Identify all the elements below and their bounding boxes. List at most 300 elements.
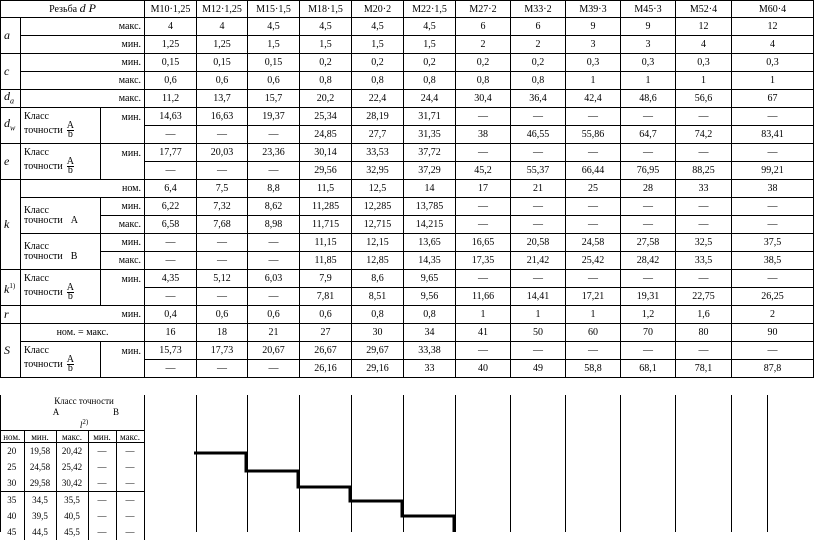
value-cell: — bbox=[566, 270, 621, 288]
value-cell: 99,21 bbox=[732, 162, 814, 180]
value-cell: 1,5 bbox=[352, 36, 404, 54]
value-cell: — bbox=[566, 108, 621, 126]
value-cell: 21,42 bbox=[511, 252, 566, 270]
value-cell: — bbox=[197, 234, 248, 252]
class-letter: B bbox=[113, 406, 120, 417]
value-cell: — bbox=[732, 216, 814, 234]
value-cell: — bbox=[511, 144, 566, 162]
value-cell: 0,3 bbox=[566, 54, 621, 72]
value-cell: 15,7 bbox=[248, 90, 300, 108]
class-cell bbox=[21, 198, 101, 234]
value-cell: 20,03 bbox=[197, 144, 248, 162]
value-cell: 33 bbox=[404, 360, 456, 378]
value-cell: 16 bbox=[145, 324, 197, 342]
class-word: Класс bbox=[24, 147, 49, 158]
row-c-min bbox=[1, 54, 814, 72]
length-cell: — bbox=[116, 524, 144, 540]
fraction-top: A bbox=[66, 282, 75, 293]
bound-label: макс. bbox=[118, 93, 142, 104]
param-footnote: 1) bbox=[9, 281, 16, 290]
value-cell: 0,2 bbox=[300, 54, 352, 72]
param-symbol: d bbox=[4, 115, 10, 130]
class-cell bbox=[21, 234, 101, 270]
value-cell: — bbox=[566, 216, 621, 234]
value-cell: 11,285 bbox=[300, 198, 352, 216]
value-cell: 0,6 bbox=[197, 72, 248, 90]
value-cell: 0,2 bbox=[404, 54, 456, 72]
value-cell: 31,71 bbox=[404, 108, 456, 126]
value-cell: 26,25 bbox=[732, 288, 814, 306]
param-cell bbox=[1, 306, 21, 324]
length-cell: — bbox=[116, 443, 144, 460]
length-header: ном. bbox=[0, 431, 24, 443]
thread-header bbox=[1, 1, 145, 18]
value-cell: 1 bbox=[676, 72, 732, 90]
dp-label: d P bbox=[79, 1, 96, 15]
value-cell: 33,5 bbox=[676, 252, 732, 270]
value-cell: 22,75 bbox=[676, 288, 732, 306]
value-cell: — bbox=[511, 270, 566, 288]
value-cell: 15,73 bbox=[145, 342, 197, 360]
thread-size-header: M33·2 bbox=[511, 1, 566, 18]
length-cell: 24,58 bbox=[24, 459, 56, 475]
row-label bbox=[21, 306, 145, 324]
value-cell: 1 bbox=[621, 72, 676, 90]
value-cell: 20,67 bbox=[248, 342, 300, 360]
row-label bbox=[21, 54, 145, 72]
value-cell: 0,2 bbox=[456, 54, 511, 72]
value-cell: 33,53 bbox=[352, 144, 404, 162]
value-cell: 18 bbox=[197, 324, 248, 342]
value-cell: — bbox=[197, 288, 248, 306]
value-cell: — bbox=[621, 198, 676, 216]
value-cell: 58,8 bbox=[566, 360, 621, 378]
bound-label: ном. = макс. bbox=[56, 327, 109, 338]
param-symbol: l bbox=[79, 420, 83, 430]
param-cell bbox=[1, 144, 21, 180]
value-cell: 23,36 bbox=[248, 144, 300, 162]
value-cell: — bbox=[511, 198, 566, 216]
class-letter: B bbox=[70, 250, 78, 262]
value-cell: 8,8 bbox=[248, 180, 300, 198]
value-cell: 1,2 bbox=[621, 306, 676, 324]
value-cell: 1,5 bbox=[300, 36, 352, 54]
value-cell: 0,8 bbox=[404, 72, 456, 90]
row-da bbox=[1, 90, 814, 108]
value-cell: 38 bbox=[456, 126, 511, 144]
class-letter: A bbox=[52, 406, 60, 417]
value-cell: 68,1 bbox=[621, 360, 676, 378]
value-cell: 1,6 bbox=[676, 306, 732, 324]
row-label bbox=[21, 18, 145, 36]
value-cell: 83,41 bbox=[732, 126, 814, 144]
value-cell: 0,8 bbox=[352, 72, 404, 90]
value-cell: 55,37 bbox=[511, 162, 566, 180]
value-cell: 78,1 bbox=[676, 360, 732, 378]
length-cell: 35 bbox=[0, 492, 24, 509]
class-label bbox=[21, 274, 100, 301]
value-cell: 17,77 bbox=[145, 144, 197, 162]
class-label bbox=[21, 112, 100, 139]
param-cell bbox=[1, 54, 21, 90]
value-cell: — bbox=[732, 270, 814, 288]
value-cell: 1 bbox=[732, 72, 814, 90]
value-cell: 31,35 bbox=[404, 126, 456, 144]
value-cell: 88,25 bbox=[676, 162, 732, 180]
value-cell: — bbox=[732, 342, 814, 360]
value-cell: 21 bbox=[511, 180, 566, 198]
length-cell: 45 bbox=[0, 524, 24, 540]
value-cell: 24,58 bbox=[566, 234, 621, 252]
value-cell: 0,3 bbox=[676, 54, 732, 72]
class-label bbox=[21, 206, 100, 226]
length-cell: — bbox=[88, 475, 116, 492]
value-cell: — bbox=[145, 162, 197, 180]
value-cell: 26,67 bbox=[300, 342, 352, 360]
value-cell: — bbox=[248, 360, 300, 378]
length-cell: — bbox=[88, 459, 116, 475]
value-cell: 7,68 bbox=[197, 216, 248, 234]
bound-label: мин. bbox=[121, 201, 142, 212]
accuracy-word: точности bbox=[24, 286, 63, 298]
value-cell: 25,34 bbox=[300, 108, 352, 126]
value-cell: 8,51 bbox=[352, 288, 404, 306]
value-cell: 16,65 bbox=[456, 234, 511, 252]
value-cell: 11,15 bbox=[300, 234, 352, 252]
value-cell: — bbox=[566, 342, 621, 360]
value-cell: — bbox=[566, 198, 621, 216]
value-cell: 6 bbox=[456, 18, 511, 36]
fraction-bottom: b bbox=[67, 165, 73, 176]
value-cell: 22,4 bbox=[352, 90, 404, 108]
length-cell: — bbox=[116, 508, 144, 524]
value-cell: 0,8 bbox=[404, 306, 456, 324]
row-label bbox=[101, 252, 145, 270]
bound-label: мин. bbox=[121, 57, 142, 68]
value-cell: 1,5 bbox=[404, 36, 456, 54]
value-cell: 0,6 bbox=[300, 306, 352, 324]
value-cell: 4 bbox=[197, 18, 248, 36]
value-cell: 0,3 bbox=[621, 54, 676, 72]
value-cell: 80 bbox=[676, 324, 732, 342]
value-cell: 28 bbox=[621, 180, 676, 198]
value-cell: — bbox=[732, 108, 814, 126]
bound-label: мин. bbox=[121, 274, 142, 285]
row-c_max bbox=[1, 72, 814, 90]
value-cell: — bbox=[248, 288, 300, 306]
class-label bbox=[21, 148, 100, 175]
value-cell: — bbox=[566, 144, 621, 162]
value-cell: 9 bbox=[566, 18, 621, 36]
row-k-A-min bbox=[1, 198, 814, 216]
bound-label: мин. bbox=[121, 237, 142, 248]
value-cell: 1 bbox=[566, 72, 621, 90]
value-cell: 0,6 bbox=[248, 306, 300, 324]
row-label bbox=[21, 324, 145, 342]
class-word: Класс bbox=[24, 345, 49, 356]
value-cell: 12,715 bbox=[352, 216, 404, 234]
accuracy-word: точности bbox=[24, 250, 63, 262]
length-cell: — bbox=[88, 524, 116, 540]
param-cell bbox=[1, 108, 21, 144]
value-cell: 12 bbox=[676, 18, 732, 36]
fraction-bottom: b bbox=[67, 129, 73, 140]
value-cell: 13,785 bbox=[404, 198, 456, 216]
length-cell: 39,5 bbox=[24, 508, 56, 524]
value-cell: 1,25 bbox=[197, 36, 248, 54]
row-label bbox=[21, 36, 145, 54]
row-label bbox=[101, 108, 145, 144]
value-cell: 1 bbox=[566, 306, 621, 324]
value-cell: 25 bbox=[566, 180, 621, 198]
value-cell: 11,5 bbox=[300, 180, 352, 198]
value-cell: 29,16 bbox=[352, 360, 404, 378]
value-cell: 37,29 bbox=[404, 162, 456, 180]
value-cell: 29,56 bbox=[300, 162, 352, 180]
length-cell: 25 bbox=[0, 459, 24, 475]
value-cell: 12,285 bbox=[352, 198, 404, 216]
param-cell bbox=[1, 90, 21, 108]
value-cell: 2 bbox=[456, 36, 511, 54]
bound-label: мин. bbox=[121, 346, 142, 357]
value-cell: 14,41 bbox=[511, 288, 566, 306]
value-cell: — bbox=[621, 270, 676, 288]
class-fraction bbox=[67, 356, 74, 373]
length-cell: — bbox=[88, 508, 116, 524]
value-cell: 37,72 bbox=[404, 144, 456, 162]
value-cell: 4,5 bbox=[404, 18, 456, 36]
value-cell: 0,6 bbox=[145, 72, 197, 90]
value-cell: 21 bbox=[248, 324, 300, 342]
thread-size-header: M20·2 bbox=[352, 1, 404, 18]
row-a-max bbox=[1, 18, 814, 36]
length-cell: 45,5 bbox=[56, 524, 88, 540]
value-cell: 6 bbox=[511, 18, 566, 36]
param-symbol: k bbox=[4, 281, 10, 296]
value-cell: 42,4 bbox=[566, 90, 621, 108]
row-label bbox=[101, 198, 145, 216]
accuracy-word: точности bbox=[78, 395, 114, 406]
length-cell: — bbox=[116, 475, 144, 492]
value-cell: 45,2 bbox=[456, 162, 511, 180]
value-cell: — bbox=[145, 252, 197, 270]
fraction-top: A bbox=[66, 120, 75, 131]
thread-size-header: M45·3 bbox=[621, 1, 676, 18]
value-cell: 0,3 bbox=[732, 54, 814, 72]
thread-size-header: M27·2 bbox=[456, 1, 511, 18]
value-cell: 6,58 bbox=[145, 216, 197, 234]
value-cell: 0,8 bbox=[456, 72, 511, 90]
length-header: макс. bbox=[116, 431, 144, 443]
row-kstar-A bbox=[1, 270, 814, 288]
length-cell: 29,58 bbox=[24, 475, 56, 492]
value-cell: 33,38 bbox=[404, 342, 456, 360]
value-cell: 0,8 bbox=[352, 306, 404, 324]
value-cell: 0,6 bbox=[197, 306, 248, 324]
value-cell: 6,4 bbox=[145, 180, 197, 198]
bound-label: макс. bbox=[118, 255, 142, 266]
value-cell: 20,58 bbox=[511, 234, 566, 252]
value-cell: 4,5 bbox=[248, 18, 300, 36]
value-cell: 26,16 bbox=[300, 360, 352, 378]
value-cell: 49 bbox=[511, 360, 566, 378]
value-cell: — bbox=[456, 270, 511, 288]
value-cell: — bbox=[511, 342, 566, 360]
row-k-A-max bbox=[1, 216, 814, 234]
value-cell: 29,67 bbox=[352, 342, 404, 360]
param-cell bbox=[1, 18, 21, 54]
param-cell bbox=[1, 180, 21, 270]
value-cell: 3 bbox=[566, 36, 621, 54]
fraction-top: A bbox=[66, 156, 75, 167]
thread-size-header: M22·1,5 bbox=[404, 1, 456, 18]
bound-label: мин. bbox=[121, 148, 142, 159]
row-S-nom bbox=[1, 324, 814, 342]
row-label bbox=[21, 72, 145, 90]
value-cell: 76,95 bbox=[621, 162, 676, 180]
value-cell: 17,35 bbox=[456, 252, 511, 270]
row-k-nom bbox=[1, 180, 814, 198]
value-cell: 90 bbox=[732, 324, 814, 342]
length-cell: 19,58 bbox=[24, 443, 56, 460]
length-cell: 44,5 bbox=[24, 524, 56, 540]
length-cell: 25,42 bbox=[56, 459, 88, 475]
value-cell: — bbox=[621, 216, 676, 234]
value-cell: 34 bbox=[404, 324, 456, 342]
value-cell: 28,19 bbox=[352, 108, 404, 126]
value-cell: 24,85 bbox=[300, 126, 352, 144]
value-cell: — bbox=[456, 108, 511, 126]
value-cell: 0,6 bbox=[248, 72, 300, 90]
value-cell: — bbox=[676, 198, 732, 216]
param-cell bbox=[1, 324, 21, 378]
value-cell: — bbox=[621, 342, 676, 360]
length-cell: 34,5 bbox=[24, 492, 56, 509]
thread-size-header: M18·1,5 bbox=[300, 1, 352, 18]
value-cell: — bbox=[676, 270, 732, 288]
thread-size-header: M12·1,25 bbox=[197, 1, 248, 18]
value-cell: 19,31 bbox=[621, 288, 676, 306]
value-cell: 0,15 bbox=[197, 54, 248, 72]
value-cell: 6,22 bbox=[145, 198, 197, 216]
value-cell: — bbox=[676, 108, 732, 126]
value-cell: 1 bbox=[456, 306, 511, 324]
length-cell: 35,5 bbox=[56, 492, 88, 509]
row-label bbox=[21, 90, 145, 108]
value-cell: 9,65 bbox=[404, 270, 456, 288]
value-cell: 17,73 bbox=[197, 342, 248, 360]
length-header: мин. bbox=[88, 431, 116, 443]
value-cell: 48,6 bbox=[621, 90, 676, 108]
value-cell: 4 bbox=[676, 36, 732, 54]
param-symbol: d bbox=[4, 88, 10, 103]
row-label bbox=[101, 270, 145, 306]
length-cell: — bbox=[116, 492, 144, 509]
param-footnote: 2) bbox=[82, 418, 89, 426]
fraction-bottom: b bbox=[67, 291, 73, 302]
row-label bbox=[101, 144, 145, 180]
value-cell: 25,42 bbox=[566, 252, 621, 270]
value-cell: 9 bbox=[621, 18, 676, 36]
value-cell: 50 bbox=[511, 324, 566, 342]
row-a_min bbox=[1, 36, 814, 54]
class-label bbox=[21, 346, 100, 373]
row-S-A bbox=[1, 342, 814, 360]
value-cell: 8,62 bbox=[248, 198, 300, 216]
length-cell: 40,5 bbox=[56, 508, 88, 524]
class-fraction bbox=[67, 158, 74, 175]
value-cell: — bbox=[145, 288, 197, 306]
class-fraction bbox=[67, 122, 74, 139]
value-cell: — bbox=[197, 162, 248, 180]
bound-label: мин. bbox=[121, 309, 142, 320]
value-cell: 33 bbox=[676, 180, 732, 198]
value-cell: 7,32 bbox=[197, 198, 248, 216]
param-symbol: a bbox=[4, 28, 10, 42]
class-word: Класс bbox=[24, 273, 49, 284]
value-cell: 55,86 bbox=[566, 126, 621, 144]
value-cell: — bbox=[456, 144, 511, 162]
value-cell: 70 bbox=[621, 324, 676, 342]
length-staircase-line bbox=[0, 395, 768, 532]
param-symbol: c bbox=[4, 64, 10, 78]
value-cell: 14 bbox=[404, 180, 456, 198]
value-cell: 13,7 bbox=[197, 90, 248, 108]
length-header: макс. bbox=[56, 431, 88, 443]
value-cell: 30,14 bbox=[300, 144, 352, 162]
value-cell: — bbox=[456, 216, 511, 234]
value-cell: 2 bbox=[732, 306, 814, 324]
value-cell: 7,9 bbox=[300, 270, 352, 288]
bound-label: макс. bbox=[118, 219, 142, 230]
length-cell: 20 bbox=[0, 443, 24, 460]
value-cell: 8,6 bbox=[352, 270, 404, 288]
value-cell: 7,5 bbox=[197, 180, 248, 198]
param-symbol: k bbox=[4, 217, 10, 231]
accuracy-word: точности bbox=[24, 160, 63, 172]
value-cell: 3 bbox=[621, 36, 676, 54]
value-cell: 1,25 bbox=[145, 36, 197, 54]
value-cell: 11,715 bbox=[300, 216, 352, 234]
value-cell: 60 bbox=[566, 324, 621, 342]
value-cell: — bbox=[511, 216, 566, 234]
value-cell: — bbox=[145, 126, 197, 144]
thread-size-header: M39·3 bbox=[566, 1, 621, 18]
value-cell: — bbox=[145, 360, 197, 378]
value-cell: 12 bbox=[732, 18, 814, 36]
value-cell: 38 bbox=[732, 180, 814, 198]
value-cell: 2 bbox=[511, 36, 566, 54]
bound-label: макс. bbox=[118, 75, 142, 86]
class-label bbox=[21, 242, 100, 262]
value-cell: 14,215 bbox=[404, 216, 456, 234]
value-cell: 0,8 bbox=[300, 72, 352, 90]
value-cell: 7,81 bbox=[300, 288, 352, 306]
value-cell: 4,5 bbox=[352, 18, 404, 36]
value-cell: 17 bbox=[456, 180, 511, 198]
thread-size-header: M60·4 bbox=[732, 1, 814, 18]
thread-size-header: M15·1,5 bbox=[248, 1, 300, 18]
value-cell: 27 bbox=[300, 324, 352, 342]
value-cell: 8,98 bbox=[248, 216, 300, 234]
class-word: Класс bbox=[24, 240, 49, 252]
header-row bbox=[1, 1, 814, 18]
value-cell: 37,5 bbox=[732, 234, 814, 252]
value-cell: — bbox=[456, 198, 511, 216]
value-cell: — bbox=[248, 234, 300, 252]
class-cell bbox=[21, 108, 101, 144]
value-cell: 0,2 bbox=[511, 54, 566, 72]
